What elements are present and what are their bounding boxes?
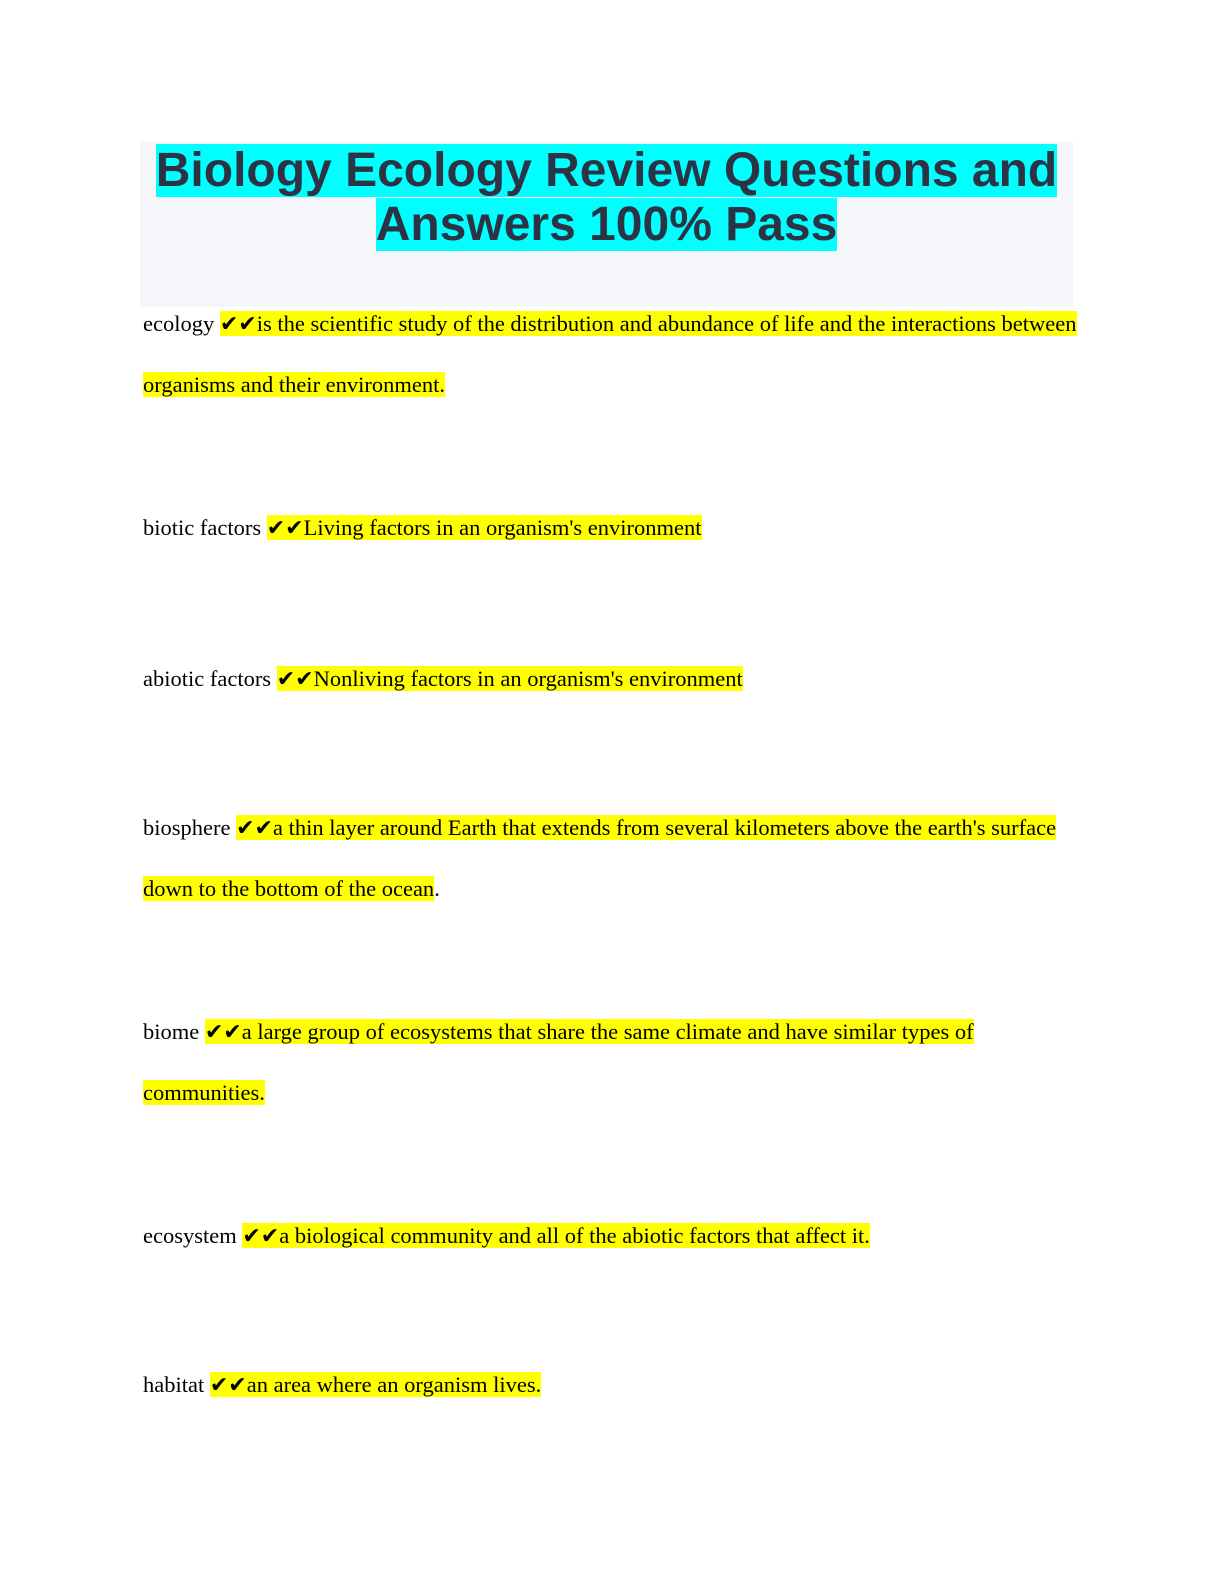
entry-term: biotic factors bbox=[143, 515, 262, 540]
entry-biotic-factors bbox=[143, 498, 1078, 559]
entry-ecology bbox=[143, 294, 1078, 414]
entry-definition: is the scientific study of the distribution and abundance of life and the interactions between organisms and their environment. bbox=[143, 311, 1077, 397]
double-check-icon: ✔✔ bbox=[219, 312, 257, 337]
entry-term: ecology bbox=[143, 311, 215, 336]
entry-biosphere: biosphere ✔✔a thin layer around Earth that extends from several kilometers above the earth's surface down to the bottom of the ocean. bbox=[143, 815, 1057, 901]
entry-ecosystem bbox=[143, 1206, 1078, 1267]
page-title bbox=[140, 144, 1073, 252]
double-check-icon: ✔✔ bbox=[209, 1373, 247, 1398]
entry-definition: Nonliving factors in an organism's environment bbox=[313, 666, 743, 691]
entry-definition: a large group of ecosystems that share the same climate and have similar types of communities. bbox=[143, 1019, 974, 1105]
title-line-1: Biology Ecology Review Questions and bbox=[155, 144, 1058, 197]
entry-term: abiotic factors bbox=[143, 666, 272, 691]
double-check-icon: ✔✔ bbox=[236, 816, 273, 841]
double-check-icon: ✔✔ bbox=[276, 667, 314, 692]
double-check-icon: ✔✔ bbox=[204, 1020, 242, 1045]
entry-abiotic-factors bbox=[143, 649, 1078, 710]
entry-definition: Living factors in an organism's environment bbox=[303, 515, 702, 540]
entry-habitat bbox=[143, 1355, 1078, 1416]
entry-biome bbox=[143, 1002, 1078, 1122]
double-check-icon: ✔✔ bbox=[266, 516, 304, 541]
entry-term: biosphere bbox=[143, 815, 231, 840]
entry-definition: a biological community and all of the abiotic factors that affect it. bbox=[279, 1223, 870, 1248]
double-check-icon: ✔✔ bbox=[242, 1224, 280, 1249]
entry-term: biome bbox=[143, 1019, 200, 1044]
entry-definition: an area where an organism lives. bbox=[246, 1372, 542, 1397]
entry-definition: a thin layer around Earth that extends from several kilometers above the earth's surface down to the bottom of the ocean bbox=[143, 815, 1057, 901]
title-line-2: Answers 100% Pass bbox=[375, 198, 838, 251]
entry-term: ecosystem bbox=[143, 1223, 237, 1248]
entry-term: habitat bbox=[143, 1372, 205, 1397]
